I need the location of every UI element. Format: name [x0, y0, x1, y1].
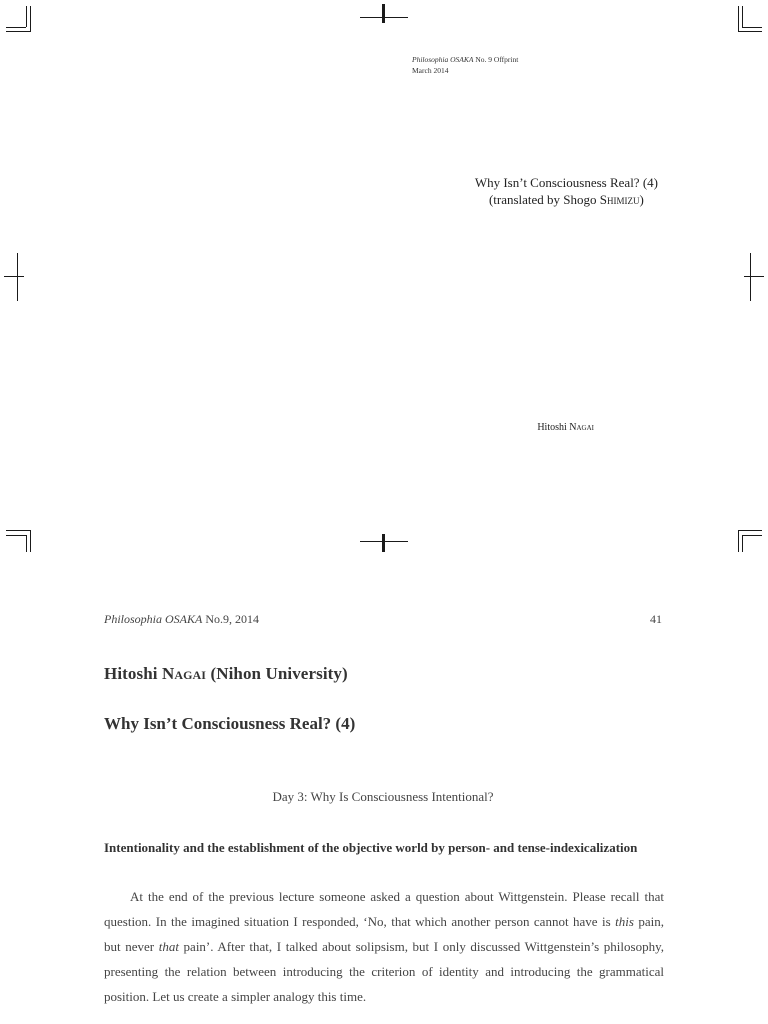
cover-author-surname: Nagai [569, 422, 594, 433]
section-heading: Intentionality and the establishment of the objective world by person- and tense-indexicalization [104, 840, 638, 855]
emphasis-that: that [158, 939, 179, 954]
cover-title-block [475, 174, 658, 208]
body-paragraph: At the end of the previous lecture someone asked a question about Wittgenstein. Please recall that question. In the imagined situation I responded, ‘No, that which another person cannot have is this pain, but never that pain’. After that, I talked about solipsism, but I only discussed Wittgenstein’s philosophy, presenting the relation between introducing the criterion of identity and introducing the grammatical position. Let us create a simpler analogy this time. [104, 889, 665, 1004]
cover-author: Hitoshi Nagai [537, 422, 594, 433]
article-title: Why Isn’t Consciousness Real? (4) [104, 714, 356, 733]
article-author: Hitoshi Nagai (Nihon University) [104, 664, 348, 683]
running-header [104, 612, 662, 627]
offprint-journal-line [412, 54, 518, 65]
offprint-issue: No. 9 [475, 55, 493, 64]
cover-title: Why Isn’t Consciousness Real? (4) [474, 175, 658, 190]
offprint-label: Offprint [493, 55, 519, 64]
offprint-journal: Philosophia OSAKA [412, 55, 474, 64]
article-author-surname: Nagai [161, 664, 207, 683]
page-number: 41 [650, 612, 662, 626]
day-heading: Day 3: Why Is Consciousness Intentional? [272, 789, 494, 804]
cover-translator: (translated by Shogo Shimizu) [488, 192, 644, 207]
offprint-date: March 2014 [412, 66, 449, 75]
translator-surname: Shimizu [599, 192, 640, 207]
running-header-issue: No.9, 2014 [205, 612, 260, 626]
article-affiliation: (Nihon University) [210, 664, 348, 683]
running-header-journal: Philosophia OSAKA [104, 612, 203, 626]
emphasis-this: this [615, 914, 634, 929]
offprint-header [412, 54, 518, 76]
